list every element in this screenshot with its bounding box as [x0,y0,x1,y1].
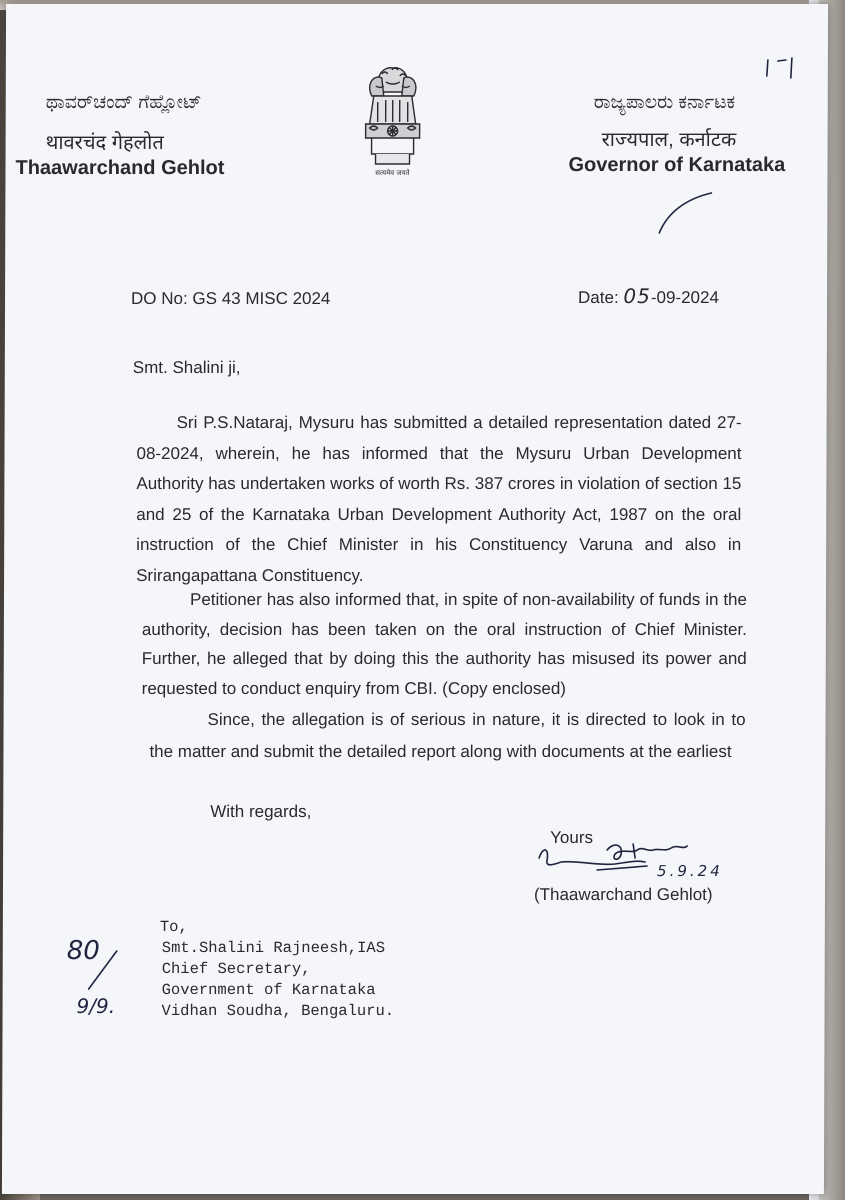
date-day-handwritten: 05 [623,284,651,308]
letter-page [2,4,828,1194]
recipient-location: Vidhan Soudha, Bengaluru. [161,1002,395,1020]
date-label: Date: [578,288,624,307]
paragraph-directive: Since, the allegation is of serious in nature, it is directed to look in to the matter and submit the detailed report along with documents at the earliest [149,710,746,761]
letter-date [578,284,719,308]
emblem-motto: सत्यमेव जयते [375,169,410,177]
date-rest: -09-2024 [650,288,719,307]
recipient-address [160,917,395,1022]
name-english: Thaawarchand Gehlot [15,157,225,179]
office-hindi: राज्यपाल, कर्नाटक [601,129,737,151]
paragraph-representation: Sri P.S.Nataraj, Mysuru has submitted a detailed representation dated 27-08-2024, wherein, he has informed that the Mysuru Urban Development Authority has undertaken works of worth Rs. 387 crores in violation of section 15 and 25 of the Karnataka Urban Development Authority Act, 1987 on the oral instruction of the Chief Minister in his Constituency Varuna and also in Srirangapattana Constituency. [136,413,742,585]
recipient-name: Smt.Shalini Rajneesh,IAS [161,939,386,957]
recipient-designation: Chief Secretary, [161,960,311,978]
closing-regards: With regards, [210,802,312,821]
name-hindi: थावरचंद गेहलोत [45,132,164,154]
margin-note-handwritten [65,929,135,1024]
office-english: Governor of Karnataka [568,154,786,176]
signature-date: 5.9.24 [657,862,723,880]
name-kannada: ಥಾವರ್‌ಚಂದ್ ಗೆಹ್ಲೋಟ್ [45,92,202,113]
state-emblem-icon [357,62,427,180]
paragraph-petitioner: Petitioner has also informed that, in spite of non-availability of funds in the authority, decision has been taken on the oral instruction of Chief Minister. Further, he alleged that by doing this the authority has misused its power and requested to conduct enquiry from CBI. (Copy enclosed) [141,590,748,698]
signer-name: (Thaawarchand Gehlot) [533,885,713,904]
recipient-to: To, [159,918,188,936]
page-mark-handwritten [762,52,798,82]
margin-note-initials: 80 [66,936,100,966]
do-number: DO No: GS 43 MISC 2024 [131,289,331,308]
salutation: Smt. Shalini ji, [132,358,241,377]
recipient-organisation: Government of Karnataka [161,981,376,999]
office-kannada: ರಾಜ್ಯಪಾಲರು ಕರ್ನಾಟಕ [593,92,736,113]
margin-note-date: 9/9. [76,994,116,1018]
pen-stroke-mark [655,189,715,239]
closing-yours: Yours [550,828,594,847]
